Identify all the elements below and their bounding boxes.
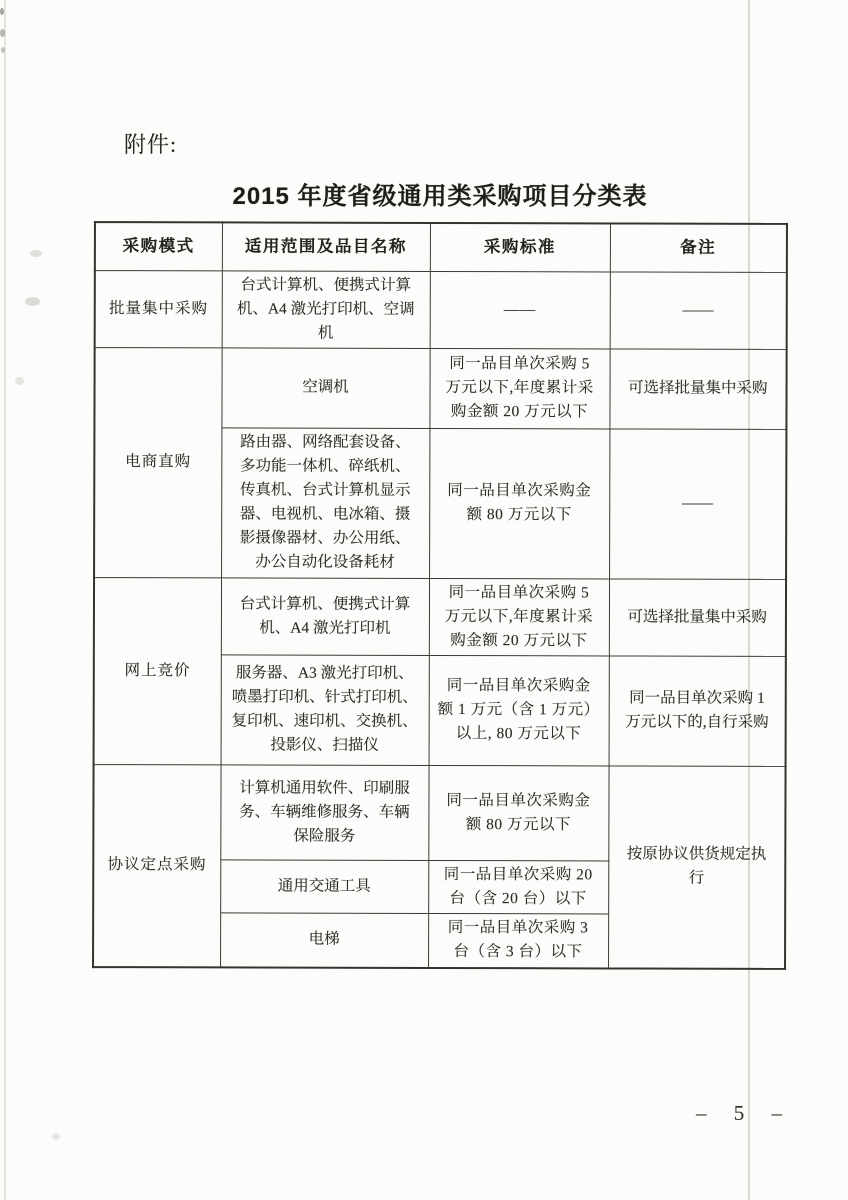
remark-cell: 可选择批量集中采购 [609,348,786,428]
table-row [93,764,785,861]
standard-cell: 同一品目单次采购金 额 80 万元以下 [428,765,608,860]
standard-cell: 同一品目单次采购 5 万元以下,年度累计采 购金额 20 万元以下 [429,348,609,428]
mode-cell-agreement-designated: 协议定点采购 [93,764,221,967]
table-row [94,577,786,656]
remark-cell-shared: 按原协议供货规定执 行 [608,765,786,968]
column-header-remarks: 备注 [610,223,787,271]
paper-speck [30,250,42,257]
remark-cell: 可选择批量集中采购 [609,578,786,655]
remark-cell: —— [610,271,787,348]
mode-cell-ecommerce-direct: 电商直购 [94,347,222,577]
scope-cell: 电梯 [220,912,428,968]
table-header-row [95,222,787,272]
standard-cell: 同一品目单次采购金 额 80 万元以下 [429,428,609,578]
standard-cell: 同一品目单次采购 5 万元以下,年度累计采 购金额 20 万元以下 [429,578,609,655]
attachment-label: 附件: [124,132,178,157]
paper-speck [1,47,5,53]
mode-cell-batch-centralized: 批量集中采购 [95,270,222,347]
scope-cell: 台式计算机、便携式计算 机、A4 激光打印机、空调 机 [222,270,430,348]
standard-cell: 同一品目单次采购 20 台（含 20 台）以下 [428,860,608,913]
paper-speck [0,29,5,37]
scope-cell: 通用交通工具 [220,859,428,913]
table-row [95,270,787,349]
remark-cell: —— [609,428,786,578]
paper-speck [25,297,40,306]
table-row [94,347,786,429]
column-header-scope-items: 适用范围及品目名称 [222,222,430,271]
page-number: – 5 – [696,1101,793,1125]
scope-cell: 空调机 [221,347,429,428]
scope-cell: 计算机通用软件、印刷服 务、车辆维修服务、车辆 保险服务 [220,764,428,860]
column-header-standard: 采购标准 [430,223,610,271]
scope-cell: 路由器、网络配套设备、 多功能一体机、碎纸机、 传真机、台式计算机显示 器、电视机、电冰箱、摄 影摄像器材、办公用纸、 办公自动化设备耗材 [221,427,429,578]
column-header-procurement-mode: 采购模式 [95,222,222,270]
standard-cell: —— [430,271,610,348]
remark-cell: 同一品目单次采购 1 万元以下的,自行采购 [609,655,786,765]
mode-cell-online-bidding: 网上竞价 [94,577,221,764]
procurement-classification-table [92,221,788,970]
paper-speck [0,8,4,15]
scope-cell: 服务器、A3 激光打印机、 喷墨打印机、针式打印机、 复印机、速印机、交换机、 投影仪、扫描仪 [221,654,429,765]
standard-cell: 同一品目单次采购金 额 1 万元（含 1 万元） 以上, 80 万元以下 [429,655,609,765]
paper-speck [52,1133,60,1140]
standard-cell: 同一品目单次采购 3 台（含 3 台）以下 [428,913,608,968]
paper-speck [15,377,24,385]
document-title: 2015 年度省级通用类采购项目分类表 [232,183,648,210]
scope-cell: 台式计算机、便携式计算 机、A4 激光打印机 [221,577,429,655]
